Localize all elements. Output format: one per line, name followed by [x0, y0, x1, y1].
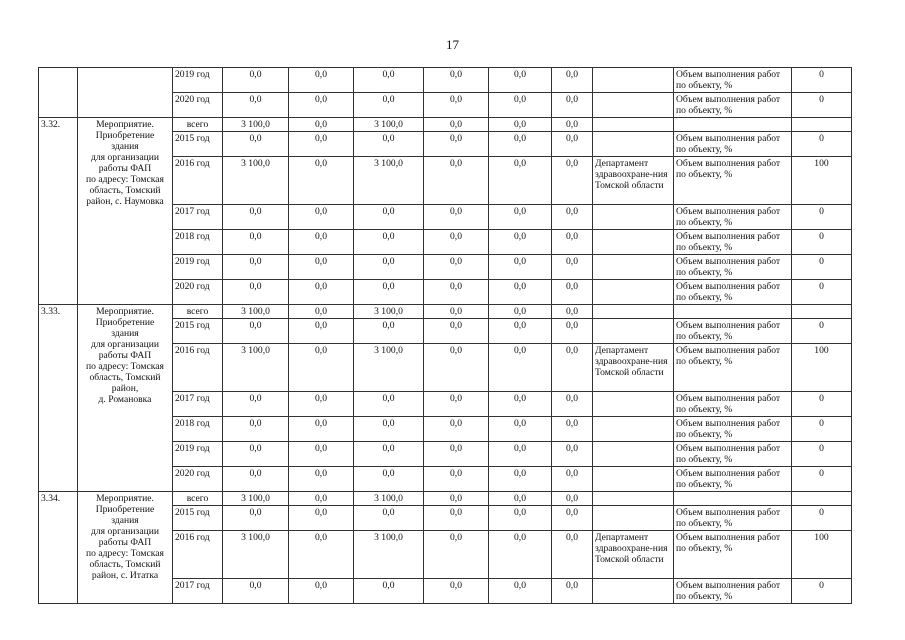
amount-cell: 0,0 — [289, 492, 354, 506]
amount-cell: 0,0 — [223, 417, 289, 442]
indicator-cell: Объем выполнения работ по объекту, % — [674, 280, 792, 305]
amount-cell: 3 100,0 — [354, 118, 424, 132]
amount-cell: 0,0 — [424, 417, 489, 442]
executor-cell — [593, 579, 674, 604]
amount-cell: 0,0 — [289, 93, 354, 118]
executor-cell: Департамент здравоохране-ния Томской области — [593, 157, 674, 205]
amount-cell: 0,0 — [424, 579, 489, 604]
amount-cell: 0,0 — [424, 255, 489, 280]
amount-cell: 0,0 — [223, 506, 289, 531]
amount-cell: 0,0 — [424, 442, 489, 467]
amount-cell: 0,0 — [223, 280, 289, 305]
indicator-cell: Объем выполнения работ по объекту, % — [674, 230, 792, 255]
amount-cell: 3 100,0 — [354, 157, 424, 205]
measure-name-line: район, с. Наумовка — [86, 196, 164, 207]
measure-name-line: Приобретение — [95, 130, 155, 141]
page-number: 17 — [446, 37, 459, 52]
measure-name-line: район, с. Итатка — [91, 570, 159, 581]
amount-cell: 0,0 — [289, 305, 354, 319]
executor-cell — [593, 68, 674, 93]
year-cell: 2020 год — [173, 280, 223, 305]
amount-cell: 0,0 — [223, 579, 289, 604]
row-number-cell: 3.32. — [39, 118, 78, 305]
measure-name-line: Мероприятие. — [96, 493, 154, 504]
year-cell: 2017 год — [173, 579, 223, 604]
amount-cell: 0,0 — [289, 467, 354, 492]
amount-cell: 3 100,0 — [223, 118, 289, 132]
indicator-cell: Объем выполнения работ по объекту, % — [674, 467, 792, 492]
amount-cell: 0,0 — [354, 442, 424, 467]
amount-cell: 0,0 — [489, 392, 552, 417]
amount-cell: 0,0 — [489, 467, 552, 492]
amount-cell: 0,0 — [424, 157, 489, 205]
amount-cell: 0,0 — [289, 531, 354, 579]
amount-cell: 0,0 — [424, 68, 489, 93]
indicator-cell: Объем выполнения работ по объекту, % — [674, 132, 792, 157]
measure-name-line: здания — [111, 328, 139, 339]
amount-cell: 0,0 — [424, 467, 489, 492]
target-value-cell: 0 — [792, 467, 852, 492]
amount-cell: 0,0 — [223, 319, 289, 344]
measure-name-cell — [78, 68, 173, 118]
amount-cell: 3 100,0 — [223, 344, 289, 392]
executor-cell — [593, 506, 674, 531]
amount-cell: 0,0 — [552, 442, 593, 467]
executor-cell — [593, 280, 674, 305]
amount-cell: 0,0 — [424, 280, 489, 305]
indicator-cell: Объем выполнения работ по объекту, % — [674, 531, 792, 579]
measure-name-line: работы ФАП — [98, 537, 152, 548]
indicator-cell: Объем выполнения работ по объекту, % — [674, 344, 792, 392]
amount-cell: 0,0 — [424, 531, 489, 579]
target-value-cell: 0 — [792, 319, 852, 344]
amount-cell: 0,0 — [552, 255, 593, 280]
amount-cell: 3 100,0 — [223, 492, 289, 506]
amount-cell: 0,0 — [489, 205, 552, 230]
amount-cell: 0,0 — [489, 68, 552, 93]
amount-cell: 0,0 — [552, 68, 593, 93]
amount-cell: 0,0 — [289, 280, 354, 305]
amount-cell: 0,0 — [489, 255, 552, 280]
amount-cell: 0,0 — [552, 319, 593, 344]
amount-cell: 0,0 — [552, 392, 593, 417]
year-cell: 2015 год — [173, 506, 223, 531]
indicator-cell: Объем выполнения работ по объекту, % — [674, 255, 792, 280]
measure-name-line: здания — [111, 141, 139, 152]
amount-cell: 3 100,0 — [223, 305, 289, 319]
executor-cell — [593, 417, 674, 442]
year-cell: 2019 год — [173, 442, 223, 467]
amount-cell: 0,0 — [552, 157, 593, 205]
amount-cell: 0,0 — [289, 442, 354, 467]
target-value-cell: 0 — [792, 205, 852, 230]
amount-cell: 0,0 — [552, 344, 593, 392]
amount-cell: 0,0 — [489, 93, 552, 118]
indicator-cell: Объем выполнения работ по объекту, % — [674, 392, 792, 417]
indicator-cell: Объем выполнения работ по объекту, % — [674, 442, 792, 467]
amount-cell: 0,0 — [489, 305, 552, 319]
amount-cell: 0,0 — [552, 531, 593, 579]
measure-name-line: работы ФАП — [98, 163, 152, 174]
amount-cell: 0,0 — [552, 93, 593, 118]
table-row — [39, 118, 882, 132]
target-value-cell: 0 — [792, 93, 852, 118]
amount-cell: 0,0 — [289, 417, 354, 442]
target-value-cell: 0 — [792, 280, 852, 305]
amount-cell: 0,0 — [552, 305, 593, 319]
indicator-cell — [674, 118, 792, 132]
executor-cell — [593, 392, 674, 417]
measure-name-line: Приобретение — [95, 504, 155, 515]
amount-cell: 0,0 — [424, 205, 489, 230]
amount-cell: 0,0 — [223, 467, 289, 492]
measure-name-line: район, — [111, 383, 139, 394]
executor-cell — [593, 442, 674, 467]
executor-cell — [593, 467, 674, 492]
measure-name-line: Приобретение — [95, 317, 155, 328]
amount-cell: 0,0 — [354, 319, 424, 344]
indicator-cell: Объем выполнения работ по объекту, % — [674, 417, 792, 442]
year-cell: 2018 год — [173, 230, 223, 255]
measure-name-line: область, Томский — [89, 559, 161, 570]
amount-cell: 0,0 — [424, 132, 489, 157]
amount-cell: 0,0 — [489, 344, 552, 392]
amount-cell: 0,0 — [552, 492, 593, 506]
amount-cell: 0,0 — [289, 579, 354, 604]
amount-cell: 0,0 — [354, 132, 424, 157]
measure-name-line: область, Томский — [89, 372, 161, 383]
amount-cell: 0,0 — [354, 205, 424, 230]
amount-cell: 0,0 — [289, 118, 354, 132]
amount-cell: 0,0 — [552, 118, 593, 132]
target-value-cell: 0 — [792, 579, 852, 604]
program-table — [38, 67, 882, 604]
measure-name-line: Мероприятие. — [96, 119, 154, 130]
amount-cell: 0,0 — [223, 230, 289, 255]
amount-cell: 0,0 — [223, 68, 289, 93]
indicator-cell: Объем выполнения работ по объекту, % — [674, 157, 792, 205]
amount-cell: 0,0 — [489, 531, 552, 579]
target-value-cell: 0 — [792, 417, 852, 442]
amount-cell: 0,0 — [424, 319, 489, 344]
amount-cell: 0,0 — [354, 506, 424, 531]
amount-cell: 3 100,0 — [223, 157, 289, 205]
executor-cell — [593, 132, 674, 157]
amount-cell: 0,0 — [489, 506, 552, 531]
target-value-cell: 0 — [792, 442, 852, 467]
amount-cell: 3 100,0 — [354, 492, 424, 506]
table-row — [39, 492, 882, 506]
amount-cell: 3 100,0 — [354, 531, 424, 579]
amount-cell: 0,0 — [354, 467, 424, 492]
executor-cell — [593, 305, 674, 319]
amount-cell: 3 100,0 — [354, 344, 424, 392]
amount-cell: 0,0 — [552, 417, 593, 442]
measure-name-cell — [78, 305, 173, 492]
executor-cell — [593, 255, 674, 280]
measure-name-line: область, Томский — [89, 185, 161, 196]
indicator-cell: Объем выполнения работ по объекту, % — [674, 579, 792, 604]
executor-cell — [593, 93, 674, 118]
amount-cell: 0,0 — [424, 230, 489, 255]
indicator-cell: Объем выполнения работ по объекту, % — [674, 68, 792, 93]
amount-cell: 0,0 — [354, 579, 424, 604]
amount-cell: 0,0 — [424, 118, 489, 132]
executor-cell — [593, 492, 674, 506]
target-value-cell — [792, 305, 852, 319]
executor-cell: Департамент здравоохране-ния Томской области — [593, 531, 674, 579]
executor-cell — [593, 319, 674, 344]
amount-cell: 3 100,0 — [354, 305, 424, 319]
amount-cell: 0,0 — [354, 93, 424, 118]
amount-cell: 0,0 — [489, 118, 552, 132]
amount-cell: 3 100,0 — [223, 531, 289, 579]
measure-name-line: по адресу: Томская — [86, 361, 164, 372]
amount-cell: 0,0 — [552, 467, 593, 492]
amount-cell: 0,0 — [552, 205, 593, 230]
amount-cell: 0,0 — [289, 68, 354, 93]
measure-name-line: Мероприятие. — [96, 306, 154, 317]
measure-name-line: по адресу: Томская — [86, 548, 164, 559]
target-value-cell: 0 — [792, 132, 852, 157]
amount-cell: 0,0 — [223, 442, 289, 467]
year-cell: 2020 год — [173, 93, 223, 118]
amount-cell: 0,0 — [354, 68, 424, 93]
amount-cell: 0,0 — [354, 392, 424, 417]
executor-cell — [593, 118, 674, 132]
target-value-cell: 0 — [792, 506, 852, 531]
indicator-cell — [674, 305, 792, 319]
amount-cell: 0,0 — [223, 392, 289, 417]
executor-cell: Департамент здравоохране-ния Томской области — [593, 344, 674, 392]
row-number-cell: 3.34. — [39, 492, 78, 604]
target-value-cell: 100 — [792, 344, 852, 392]
year-cell: 2020 год — [173, 467, 223, 492]
executor-cell — [593, 230, 674, 255]
amount-cell: 0,0 — [289, 255, 354, 280]
amount-cell: 0,0 — [489, 417, 552, 442]
year-cell: 2015 год — [173, 319, 223, 344]
amount-cell: 0,0 — [489, 492, 552, 506]
amount-cell: 0,0 — [424, 392, 489, 417]
measure-name-line: для организации — [91, 526, 159, 537]
target-value-cell: 100 — [792, 157, 852, 205]
measure-name-line: здания — [111, 515, 139, 526]
amount-cell: 0,0 — [289, 205, 354, 230]
year-cell: 2016 год — [173, 157, 223, 205]
amount-cell: 0,0 — [489, 579, 552, 604]
target-value-cell — [792, 118, 852, 132]
amount-cell: 0,0 — [289, 132, 354, 157]
measure-name-line: по адресу: Томская — [86, 174, 164, 185]
amount-cell: 0,0 — [354, 280, 424, 305]
amount-cell: 0,0 — [489, 442, 552, 467]
amount-cell: 0,0 — [424, 93, 489, 118]
year-cell: 2019 год — [173, 68, 223, 93]
indicator-cell: Объем выполнения работ по объекту, % — [674, 319, 792, 344]
indicator-cell: Объем выполнения работ по объекту, % — [674, 506, 792, 531]
table-row — [39, 305, 882, 319]
row-number-cell: 3.33. — [39, 305, 78, 492]
amount-cell: 0,0 — [223, 205, 289, 230]
amount-cell: 0,0 — [424, 506, 489, 531]
amount-cell: 0,0 — [289, 230, 354, 255]
executor-cell — [593, 205, 674, 230]
indicator-cell — [674, 492, 792, 506]
amount-cell: 0,0 — [552, 506, 593, 531]
year-cell: 2015 год — [173, 132, 223, 157]
measure-name-line: для организации — [91, 339, 159, 350]
amount-cell: 0,0 — [354, 417, 424, 442]
measure-name-cell — [78, 118, 173, 305]
amount-cell: 0,0 — [552, 230, 593, 255]
amount-cell: 0,0 — [223, 255, 289, 280]
amount-cell: 0,0 — [354, 230, 424, 255]
amount-cell: 0,0 — [489, 280, 552, 305]
target-value-cell: 100 — [792, 531, 852, 579]
amount-cell: 0,0 — [223, 132, 289, 157]
year-cell: 2016 год — [173, 531, 223, 579]
amount-cell: 0,0 — [489, 230, 552, 255]
target-value-cell: 0 — [792, 255, 852, 280]
measure-name-line: для организации — [91, 152, 159, 163]
year-cell: всего — [173, 305, 223, 319]
indicator-cell: Объем выполнения работ по объекту, % — [674, 93, 792, 118]
row-number-cell — [39, 68, 78, 118]
year-cell: всего — [173, 118, 223, 132]
year-cell: всего — [173, 492, 223, 506]
year-cell: 2019 год — [173, 255, 223, 280]
amount-cell: 0,0 — [289, 319, 354, 344]
amount-cell: 0,0 — [289, 506, 354, 531]
year-cell: 2017 год — [173, 205, 223, 230]
target-value-cell: 0 — [792, 68, 852, 93]
target-value-cell: 0 — [792, 392, 852, 417]
table-row — [39, 68, 882, 93]
amount-cell: 0,0 — [489, 132, 552, 157]
amount-cell: 0,0 — [424, 492, 489, 506]
amount-cell: 0,0 — [424, 344, 489, 392]
amount-cell: 0,0 — [552, 132, 593, 157]
amount-cell: 0,0 — [489, 157, 552, 205]
amount-cell: 0,0 — [552, 579, 593, 604]
target-value-cell: 0 — [792, 230, 852, 255]
indicator-cell: Объем выполнения работ по объекту, % — [674, 205, 792, 230]
measure-name-line: работы ФАП — [98, 350, 152, 361]
year-cell: 2017 год — [173, 392, 223, 417]
amount-cell: 0,0 — [354, 255, 424, 280]
amount-cell: 0,0 — [289, 344, 354, 392]
amount-cell: 0,0 — [289, 392, 354, 417]
measure-name-cell — [78, 492, 173, 604]
amount-cell: 0,0 — [223, 93, 289, 118]
amount-cell: 0,0 — [552, 280, 593, 305]
amount-cell: 0,0 — [424, 305, 489, 319]
amount-cell: 0,0 — [289, 157, 354, 205]
year-cell: 2016 год — [173, 344, 223, 392]
year-cell: 2018 год — [173, 417, 223, 442]
amount-cell: 0,0 — [489, 319, 552, 344]
target-value-cell — [792, 492, 852, 506]
measure-name-line: д. Романовка — [98, 394, 152, 405]
